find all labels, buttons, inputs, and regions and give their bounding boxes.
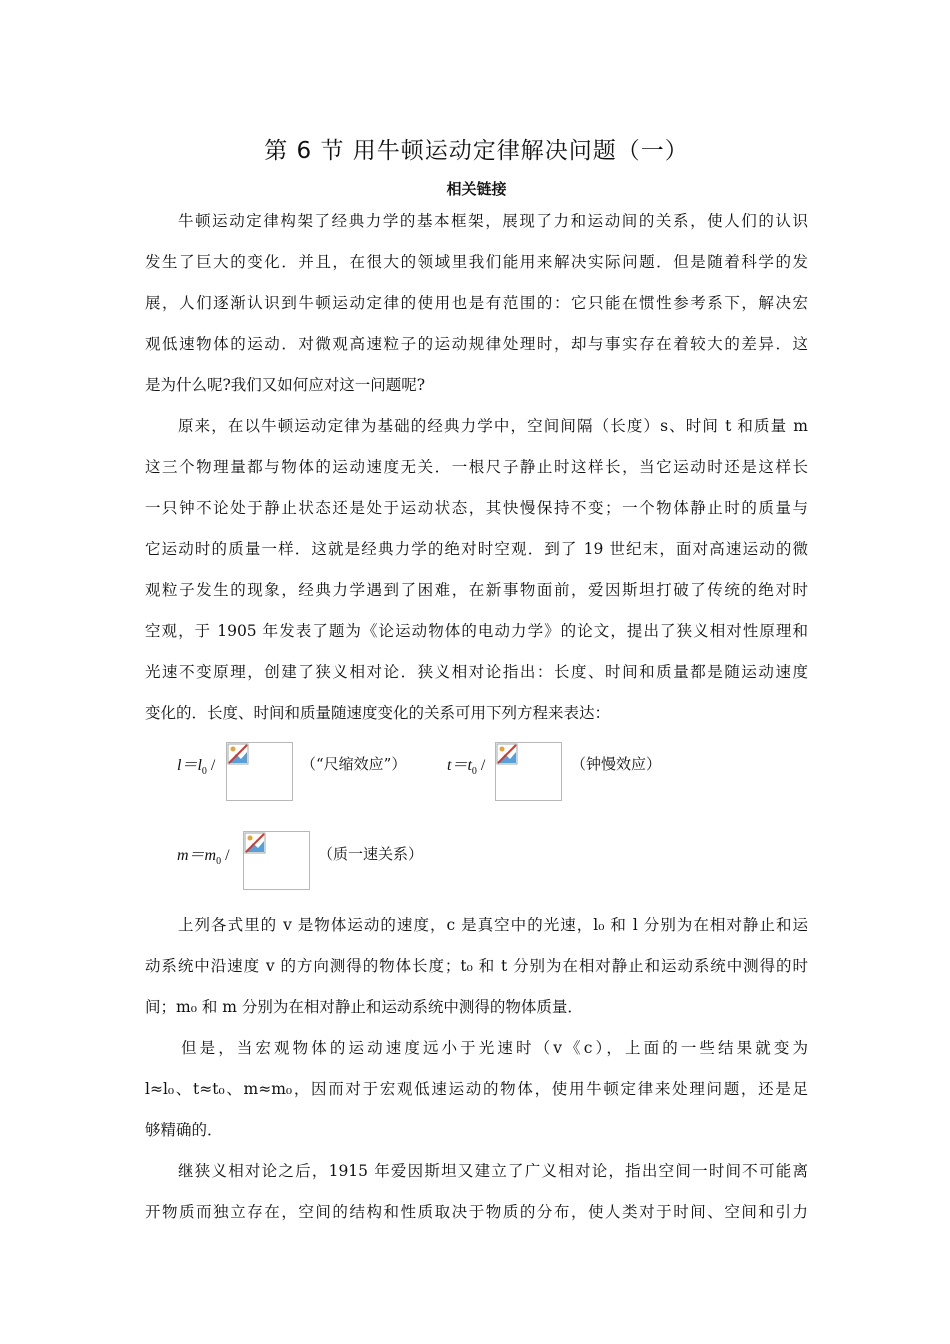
paragraph-line: 展，人们逐渐认识到牛顿运动定律的使用也是有范围的：它只能在惯性参考系下，解决宏 bbox=[145, 294, 808, 312]
mass-formula-note: （质一速关系） bbox=[318, 845, 424, 863]
section-subtitle: 相关链接 bbox=[446, 180, 507, 198]
paragraph-line: 一只钟不论处于静止状态还是处于运动状态，其快慢保持不变；一个物体静止时的质量与 bbox=[145, 499, 808, 517]
paragraph-line: 动系统中沿速度 v 的方向测得的物体长度；t₀ 和 t 分别为在相对静止和运动系统中测得的时 bbox=[145, 957, 808, 975]
broken-image-icon bbox=[495, 742, 562, 801]
paragraph-line: 是为什么呢?我们又如何应对这一问题呢? bbox=[145, 376, 426, 394]
paragraph-line: 牛顿运动定律构架了经典力学的基本框架，展现了力和运动间的关系，使人们的认识 bbox=[178, 212, 808, 230]
paragraph-line: 观粒子发生的现象，经典力学遇到了困难，在新事物面前，爱因斯坦打破了传统的绝对时 bbox=[145, 581, 808, 599]
paragraph-line: 这三个物理量都与物体的运动速度无关．一根尺子静止时这样长，当它运动时还是这样长 bbox=[145, 458, 808, 476]
paragraph-line: 继狭义相对论之后，1915 年爱因斯坦又建立了广义相对论，指出空间一时间不可能离 bbox=[178, 1162, 808, 1180]
paragraph-line: 它运动时的质量一样．这就是经典力学的绝对时空观．到了 19 世纪末，面对高速运动的微 bbox=[145, 540, 808, 558]
paragraph-line: 变化的．长度、时间和质量随速度变化的关系可用下列方程来表达： bbox=[145, 704, 611, 722]
paragraph-line: 够精确的． bbox=[145, 1121, 223, 1139]
paragraph-line: l≈l₀、t≈t₀、m≈m₀，因而对于宏观低速运动的物体，使用牛顿定律来处理问题，还是足 bbox=[145, 1080, 808, 1098]
time-formula: $t=t_0$ / bbox=[447, 757, 486, 778]
paragraph-line: 光速不变原理，创建了狭义相对论．狭义相对论指出：长度、时间和质量都是随运动速度 bbox=[145, 663, 808, 681]
paragraph-line: 发生了巨大的变化．并且，在很大的领域里我们能用来解决实际问题．但是随着科学的发 bbox=[145, 253, 808, 271]
broken-image-icon bbox=[226, 742, 293, 801]
paragraph-line: 开物质而独立存在，空间的结构和性质取决于物质的分布，使人类对于时间、空间和引力 bbox=[145, 1203, 808, 1221]
paragraph-line: 间；m₀ 和 m 分别为在相对静止和运动系统中测得的物体质量． bbox=[145, 998, 583, 1016]
paragraph-line: 观低速物体的运动．对微观高速粒子的运动规律处理时，却与事实存在着较大的差异．这 bbox=[145, 335, 808, 353]
length-formula-note: （“尺缩效应”） bbox=[301, 755, 407, 773]
paragraph-line: 但是，当宏观物体的运动速度远小于光速时（v《c），上面的一些结果就变为 bbox=[181, 1039, 808, 1057]
length-formula: $l=l_0$ / bbox=[177, 757, 216, 778]
time-formula-note: （钟慢效应） bbox=[571, 755, 662, 773]
page-title: 第 6 节 用牛顿运动定律解决问题（一） bbox=[264, 138, 689, 164]
paragraph-line: 原来，在以牛顿运动定律为基础的经典力学中，空间间隔（长度）s、时间 t 和质量 m bbox=[178, 417, 808, 435]
paragraph-line: 上列各式里的 v 是物体运动的速度，c 是真空中的光速，l₀ 和 l 分别为在相对静止和运 bbox=[178, 916, 808, 934]
paragraph-line: 空观，于 1905 年发表了题为《论运动物体的电动力学》的论文，提出了狭义相对性原理和 bbox=[145, 622, 808, 640]
broken-image-icon bbox=[243, 831, 310, 890]
mass-formula: $m=m_0$ / bbox=[177, 847, 230, 868]
